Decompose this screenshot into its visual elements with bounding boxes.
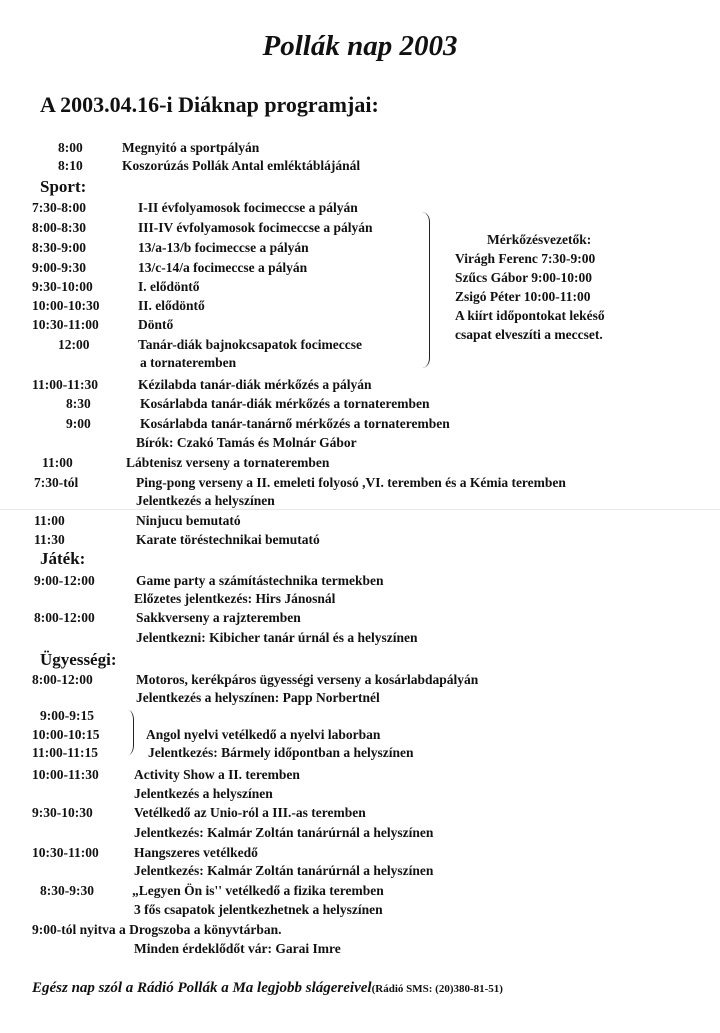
schedule-time: 10:00-10:15 bbox=[32, 727, 100, 742]
page-subtitle: A 2003.04.16-i Diáknap programjai: bbox=[40, 92, 379, 117]
schedule-event: Jelentkezés a helyszínen: Papp Norbertnél bbox=[136, 690, 380, 705]
schedule-time: 8:00 bbox=[58, 140, 83, 155]
footer-sms: (Rádió SMS: (20)380-81-51) bbox=[371, 983, 503, 995]
schedule-event: Előzetes jelentkezés: Hirs Jánosnál bbox=[134, 591, 336, 606]
schedule-event: III-IV évfolyamosok focimeccse a pályán bbox=[138, 220, 373, 235]
schedule-event: 13/a-13/b focimeccse a pályán bbox=[138, 240, 309, 255]
schedule-time: 8:30-9:30 bbox=[40, 883, 94, 898]
referee-brace bbox=[420, 212, 430, 368]
schedule-time: 8:10 bbox=[58, 158, 83, 173]
schedule-event: Jelentkezés: Kalmár Zoltán tanárúrnál a helyszínen bbox=[134, 825, 434, 840]
schedule-time: 9:00-9:15 bbox=[40, 708, 94, 723]
schedule-event: Kosárlabda tanár-diák mérkőzés a tornateremben bbox=[140, 396, 430, 411]
schedule-event: II. elődöntő bbox=[138, 298, 205, 313]
section-heading: Sport: bbox=[40, 177, 87, 196]
schedule-event: Bírók: Czakó Tamás és Molnár Gábor bbox=[136, 435, 357, 450]
schedule-event: 3 fős csapatok jelentkezhetnek a helyszínen bbox=[134, 902, 383, 917]
schedule-time: 8:30 bbox=[66, 396, 91, 411]
schedule-event: Megnyitó a sportpályán bbox=[122, 140, 260, 155]
footer-text: Egész nap szól a Rádió Pollák a Ma legjobb slágereivel bbox=[32, 980, 372, 996]
schedule-time: 9:30-10:30 bbox=[32, 805, 93, 820]
referee-line: Virágh Ferenc 7:30-9:00 bbox=[455, 251, 596, 266]
schedule-time: 11:00 bbox=[42, 455, 73, 470]
section-heading: Játék: bbox=[40, 549, 86, 568]
schedule-time: 11:30 bbox=[34, 532, 65, 547]
schedule-event: Kosárlabda tanár-tanárnő mérkőzés a tornateremben bbox=[140, 416, 450, 431]
schedule-time: 7:30-tól bbox=[34, 475, 79, 490]
schedule-event: „Legyen Ön is'' vetélkedő a fizika teremben bbox=[132, 883, 384, 898]
schedule-event: a tornateremben bbox=[140, 355, 237, 370]
schedule-event: Vetélkedő az Unio-ról a III.-as teremben bbox=[134, 805, 366, 820]
referees-heading: Mérkőzésvezetők: bbox=[487, 232, 592, 247]
english-contest-brace bbox=[126, 710, 134, 755]
schedule-event: Jelentkezés a helyszínen bbox=[134, 786, 273, 801]
schedule-time: 9:00-12:00 bbox=[34, 573, 95, 588]
schedule-time: 10:00-11:30 bbox=[32, 767, 99, 782]
schedule-time: 7:30-8:00 bbox=[32, 200, 86, 215]
schedule-event: Motoros, kerékpáros ügyességi verseny a kosárlabdapályán bbox=[136, 672, 479, 687]
schedule-time: 9:00-9:30 bbox=[32, 260, 86, 275]
schedule-time: 8:00-12:00 bbox=[34, 610, 95, 625]
schedule-time: 9:00 bbox=[66, 416, 91, 431]
schedule-event: Minden érdeklődőt vár: Garai Imre bbox=[134, 941, 341, 956]
referees-box bbox=[455, 230, 605, 344]
schedule-time: 11:00 bbox=[34, 513, 65, 528]
schedule-time: 10:30-11:00 bbox=[32, 317, 99, 332]
schedule-time: 8:00-12:00 bbox=[32, 672, 93, 687]
schedule-event: Jelentkezni: Kibicher tanár úrnál és a helyszínen bbox=[136, 630, 418, 645]
schedule-time: 11:00-11:15 bbox=[32, 745, 98, 760]
footer bbox=[32, 980, 503, 997]
schedule-time: 10:30-11:00 bbox=[32, 845, 99, 860]
schedule-time: 8:00-8:30 bbox=[32, 220, 86, 235]
schedule-time: 12:00 bbox=[58, 337, 90, 352]
schedule-event: Game party a számítástechnika termekben bbox=[136, 573, 384, 588]
referee-note: A kiírt időpontokat lekéső bbox=[455, 308, 605, 323]
schedule-event: Sakkverseny a rajzteremben bbox=[136, 610, 301, 625]
referee-line: Zsigó Péter 10:00-11:00 bbox=[455, 289, 591, 304]
schedule-time: 9:30-10:00 bbox=[32, 279, 93, 294]
referee-line: Szűcs Gábor 9:00-10:00 bbox=[455, 270, 592, 285]
schedule-event: I. elődöntő bbox=[138, 279, 200, 294]
schedule-event: Ping-pong verseny a II. emeleti folyosó ,VI. teremben és a Kémia teremben bbox=[136, 475, 566, 490]
referee-note: csapat elveszíti a meccset. bbox=[455, 327, 603, 342]
schedule-event: 13/c-14/a focimeccse a pályán bbox=[138, 260, 308, 275]
schedule-event: Karate töréstechnikai bemutató bbox=[136, 532, 320, 547]
schedule-event: I-II évfolyamosok focimeccse a pályán bbox=[138, 200, 358, 215]
schedule-event: Jelentkezés a helyszínen bbox=[136, 493, 275, 508]
schedule-event: Hangszeres vetélkedő bbox=[134, 845, 258, 860]
schedule-event: Döntő bbox=[138, 317, 174, 332]
schedule-time: 10:00-10:30 bbox=[32, 298, 100, 313]
schedule-time: 8:30-9:00 bbox=[32, 240, 86, 255]
section-heading: Ügyességi: bbox=[40, 650, 117, 669]
scan-artifact bbox=[0, 509, 720, 510]
schedule-event: Ninjucu bemutató bbox=[136, 513, 241, 528]
schedule-event: Tanár-diák bajnokcsapatok focimeccse bbox=[138, 337, 363, 352]
schedule-event: Jelentkezés: Kalmár Zoltán tanárúrnál a helyszínen bbox=[134, 863, 434, 878]
schedule-event: Lábtenisz verseny a tornateremben bbox=[126, 455, 330, 470]
schedule-time: 9:00-tól nyitva a Drogszoba a könyvtárban. bbox=[32, 922, 282, 937]
page-title: Pollák nap 2003 bbox=[262, 30, 458, 62]
schedule-event: Kézilabda tanár-diák mérkőzés a pályán bbox=[138, 377, 372, 392]
schedule-event: Jelentkezés: Bármely időpontban a helyszínen bbox=[148, 745, 414, 760]
schedule-event: Angol nyelvi vetélkedő a nyelvi laborban bbox=[146, 727, 381, 742]
schedule-event: Koszorúzás Pollák Antal emléktáblájánál bbox=[122, 158, 361, 173]
schedule-time: 11:00-11:30 bbox=[32, 377, 98, 392]
schedule-event: Activity Show a II. teremben bbox=[134, 767, 300, 782]
